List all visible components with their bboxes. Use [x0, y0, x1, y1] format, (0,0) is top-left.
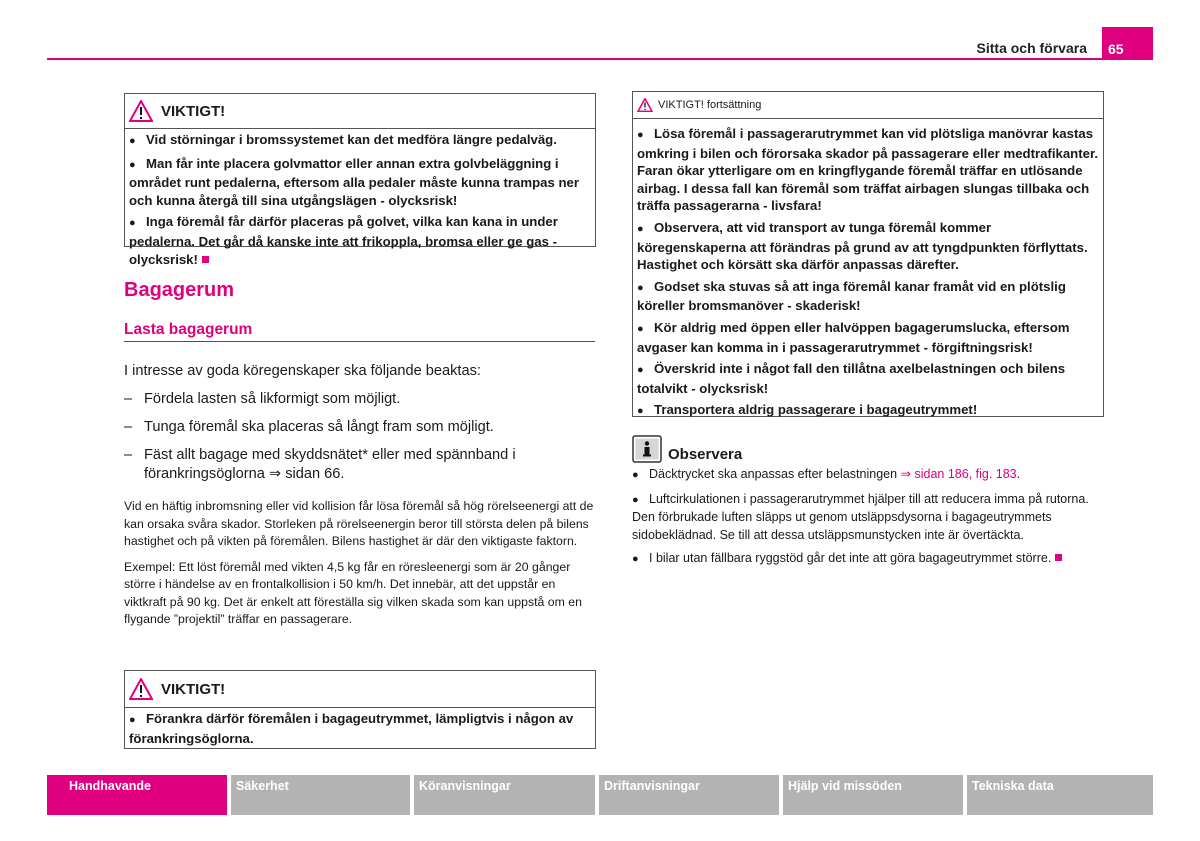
warning-item: ● Överskrid inte i något fall den tillåtna axelbelastningen och bilens totalvikt - olycksrisk! — [637, 361, 1066, 396]
tab-driftanvisningar[interactable]: Driftanvisningar — [599, 775, 779, 815]
warning-box-brakes — [124, 93, 596, 267]
warning-triangle-icon — [129, 100, 153, 122]
body-paragraph: Vid en häftig inbromsning eller vid kollision får lösa föremål så hög rörelseenergi att de kan orsaka svåra skador. Storleken på rörelseenergin beror till största delen på bilens hastighet och på vikten på föremålen. Bilens hastighet är där den viktigaste faktorn. — [124, 499, 594, 548]
warning-title: VIKTIGT! fortsättning — [658, 99, 762, 111]
warning-item: ● Förankra därför föremålen i bagageutrymmet, lämpligtvis i någon av förankringsöglorna. — [129, 711, 574, 746]
tab-tekniska-data[interactable]: Tekniska data — [967, 775, 1153, 815]
bullet-icon: ● — [632, 553, 639, 565]
intro-text: I intresse av goda köregenskaper ska följande beaktas: — [124, 363, 481, 379]
warning-item: ● Transportera aldrig passagerare i bagageutrymmet! — [637, 401, 1098, 421]
bullet-icon: ● — [637, 364, 644, 377]
tab-hjalp-vid-missoden[interactable]: Hjälp vid missöden — [783, 775, 963, 815]
bullet-icon: ● — [637, 129, 644, 141]
left-body-text — [124, 362, 598, 637]
bullet-icon: ● — [632, 493, 639, 506]
dash-item: – Fördela lasten så likformigt som möjligt. — [124, 391, 401, 407]
note-title: Observera — [668, 445, 743, 463]
tab-koranvisningar[interactable]: Köranvisningar — [414, 775, 595, 815]
note-item: ● Däcktrycket ska anpassas efter belastningen ⇒ sidan 186, fig. 183. — [632, 466, 1102, 485]
bullet-icon: ● — [637, 322, 644, 335]
warning-title: VIKTIGT! — [161, 102, 226, 120]
tab-sakerhet[interactable]: Säkerhet — [231, 775, 410, 815]
dash-item: – Tunga föremål ska placeras så långt fram som möjligt. — [124, 419, 494, 435]
body-paragraph: Exempel: Ett löst föremål med vikten 4,5 kg får en röresleenergi som är 20 gånger större i händelse av en frontalkollision i 50 km/h. Det innebär, att det uppstår en viktkraft på 90 kg. Det är enkelt att föreställa sig vilken skada som kan uppstå om en flygande ”projektil” träffar en passagerare. — [124, 559, 582, 626]
warning-box-anchoring — [124, 670, 596, 749]
bullet-icon: ● — [129, 217, 136, 230]
end-square-icon — [1055, 554, 1062, 561]
subsection-title: Lasta bagagerum — [124, 321, 595, 342]
bullet-icon: ● — [637, 281, 644, 294]
warning-item: ● Godset ska stuvas så att inga föremål kanar framåt vid en plötslig köreller bromsmanöver - skaderisk! — [637, 278, 1066, 314]
warning-box-header — [125, 94, 595, 129]
warning-box-header — [633, 92, 1103, 119]
note-item: ● Luftcirkulationen i passagerarutrymmet hjälper till att reducera imma på rutorna. Den förbrukade luften släpps ut genom utsläppsdysorna i bagageutrymmets sidobeklädnad. Se till att dessa utsläppsmunstycken inte är övertäckta. — [632, 491, 1089, 542]
info-icon — [632, 435, 662, 463]
warning-triangle-icon — [129, 678, 153, 700]
dash-item: – Fäst allt bagage med skyddsnätet* eller med spännband i förankringsöglorna ⇒ sidan 66. — [124, 447, 516, 482]
warning-box-header — [125, 671, 595, 708]
page-header-title: Sitta och förvara — [976, 40, 1087, 56]
bullet-icon: ● — [129, 714, 136, 726]
warning-title: VIKTIGT! — [161, 680, 226, 698]
warning-item: ● Kör aldrig med öppen eller halvöppen bagagerumslucka, eftersom avgaser kan komma in i passagerarutrymmet - förgiftningsrisk! — [637, 319, 1070, 355]
page-number: 65 — [1102, 27, 1153, 60]
warning-item: ● Man får inte placera golvmattor eller annan extra golvbeläggning i området runt pedalerna, eftersom alla pedaler måste kunna trampas ner och kunna återgå till sina utgångslägen - olycksrisk! — [129, 155, 579, 208]
warning-box-continued — [632, 91, 1104, 417]
section-title: Bagagerum — [124, 279, 235, 301]
note-header — [632, 435, 742, 463]
note-item: ● I bilar utan fällbara ryggstöd går det inte att göra bagageutrymmet större. — [632, 550, 1102, 569]
page-reference-link[interactable]: ⇒ sidan 186, fig. 183 — [900, 467, 1017, 481]
tab-handhavande[interactable]: Handhavande — [47, 775, 227, 815]
warning-item: ● Inga föremål får därför placeras på golvet, vilka kan kana in under pedalerna. Det går då kanske inte att frikoppla, bromsa eller ge gas - olycksrisk! — [129, 214, 558, 267]
warning-item: ● Observera, att vid transport av tunga föremål kommer köregenskaperna att förändras på grund av att tyngdpunkten förflyttats. Hastighet och körsätt ska därför anpassas därefter. — [637, 219, 1088, 273]
bullet-icon: ● — [632, 469, 639, 481]
bullet-icon: ● — [637, 222, 644, 235]
chapter-tabs — [47, 775, 1153, 815]
bullet-icon: ● — [637, 405, 644, 418]
note-body — [632, 466, 1102, 575]
end-square-icon — [202, 256, 209, 263]
bullet-icon: ● — [129, 135, 136, 147]
warning-triangle-icon — [637, 98, 653, 112]
bullet-icon: ● — [129, 158, 136, 171]
warning-item: ● Vid störningar i bromssystemet kan det medföra längre pedalväg. — [129, 131, 590, 151]
warning-item: ● Lösa föremål i passagerarutrymmet kan vid plötsliga manövrar kastas omkring i bilen och förorsaka skador på passagerare eller medtrafikanter. Faran ökar ytterligare om en kringflygande föremål träffar en utlösande airbag. I dessa fall kan föremål som träffat airbagen slungas tillbaka och träffa passagerarna - livsfara! — [637, 126, 1099, 214]
header-rule — [47, 58, 1153, 60]
